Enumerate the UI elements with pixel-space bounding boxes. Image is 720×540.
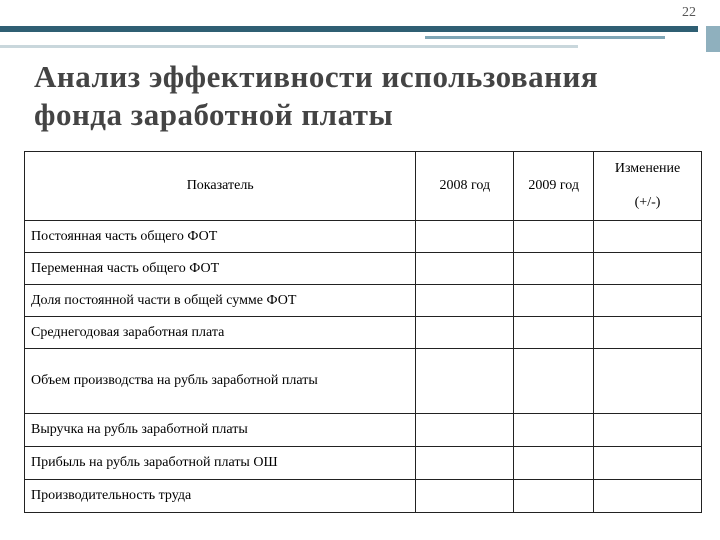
cell-2008 — [416, 480, 514, 513]
table-row — [25, 253, 702, 285]
cell-change — [594, 317, 702, 349]
cell-2008 — [416, 414, 514, 447]
cell-2009 — [514, 253, 594, 285]
cell-2008 — [416, 285, 514, 317]
header-change — [594, 152, 702, 221]
cell-2009 — [514, 447, 594, 480]
header-decor-line-light — [425, 36, 665, 39]
header-change-sign: (+/-) — [634, 195, 661, 210]
row-label: Доля постоянной части в общей сумме ФОТ — [25, 285, 416, 317]
header-decor-line-faint — [0, 45, 578, 48]
slide-header-band — [0, 0, 720, 26]
cell-2009 — [514, 480, 594, 513]
cell-change — [594, 447, 702, 480]
cell-change — [594, 349, 702, 414]
header-year-2008: 2008 год — [416, 152, 514, 221]
cell-2009 — [514, 317, 594, 349]
table-row — [25, 317, 702, 349]
row-label: Объем производства на рубль заработной платы — [25, 349, 416, 414]
table-row — [25, 447, 702, 480]
row-label: Производительность труда — [25, 480, 416, 513]
cell-2008 — [416, 317, 514, 349]
row-label: Выручка на рубль заработной платы — [25, 414, 416, 447]
cell-2008 — [416, 221, 514, 253]
header-change-label: Изменение — [614, 161, 681, 176]
cell-2009 — [514, 285, 594, 317]
table-row — [25, 221, 702, 253]
row-label: Среднегодовая заработная плата — [25, 317, 416, 349]
cell-2009 — [514, 221, 594, 253]
cell-change — [594, 253, 702, 285]
page-number: 22 — [682, 5, 696, 20]
cell-2009 — [514, 349, 594, 414]
cell-2008 — [416, 447, 514, 480]
table-row — [25, 349, 702, 414]
header-decor-box — [706, 26, 720, 52]
header-year-2009: 2009 год — [514, 152, 594, 221]
cell-change — [594, 414, 702, 447]
table-row — [25, 480, 702, 513]
table-row — [25, 285, 702, 317]
row-label: Постоянная часть общего ФОТ — [25, 221, 416, 253]
table-header-row — [25, 152, 702, 221]
row-label: Прибыль на рубль заработной платы ОШ — [25, 447, 416, 480]
row-label: Переменная часть общего ФОТ — [25, 253, 416, 285]
slide-title: Анализ эффективности использования фонда заработной платы — [34, 59, 599, 132]
header-decor-line — [0, 26, 698, 32]
cell-2008 — [416, 253, 514, 285]
cell-2008 — [416, 349, 514, 414]
cell-change — [594, 221, 702, 253]
header-indicator: Показатель — [25, 152, 416, 221]
cell-change — [594, 480, 702, 513]
cell-2009 — [514, 414, 594, 447]
table-row — [25, 414, 702, 447]
analysis-table — [24, 151, 702, 513]
cell-change — [594, 285, 702, 317]
